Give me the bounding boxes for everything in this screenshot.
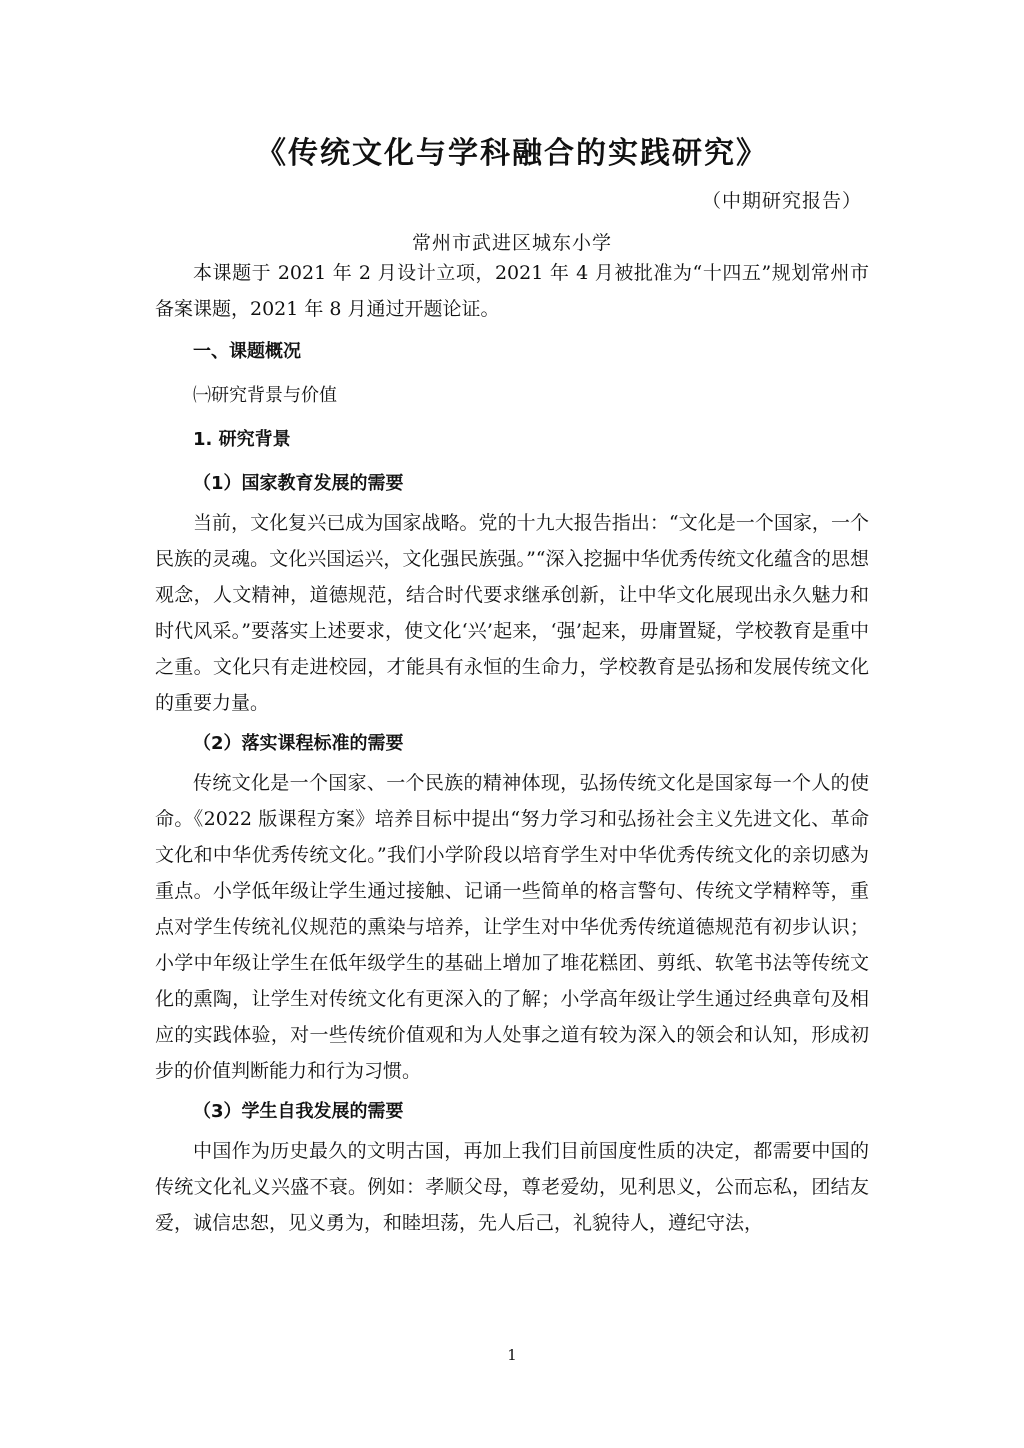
intro-paragraph: 本课题于 2021 年 2 月设计立项，2021 年 4 月被批准为“十四五”规划常州市备案课题，2021 年 8 月通过开题论证。 — [155, 262, 869, 320]
document-title: 《传统文化与学科融合的实践研究》 — [256, 136, 768, 171]
item-heading: 1. 研究背景 — [193, 429, 291, 450]
subsection-heading: ㈠研究背景与价值 — [193, 385, 337, 406]
school-name: 常州市武进区城东小学 — [411, 232, 612, 254]
page-number: 1 — [507, 1346, 517, 1364]
document-subtitle: （中期研究报告） — [701, 190, 862, 212]
point-heading-3: （3）学生自我发展的需要 — [193, 1101, 404, 1122]
point-paragraph-2: 传统文化是一个国家、一个民族的精神体现，弘扬传统文化是国家每一个人的使命。《2022 版课程方案》培养目标中提出“努力学习和弘扬社会主义先进文化、革命文化和中华优秀传统文化。”我们小学阶段以培育学生对中华优秀传统文化的亲切感为重点。小学低年级让学生通过接触、记诵一些简单的格言警句、传统文学精粹等，重点对学生传统礼仪规范的熏染与培养，让学生对中华优秀传统道德规范有初步认识；小学中年级让学生在低年级学生的基础上增加了堆花糕团、剪纸、软笔书法等传统文化的熏陶，让学生对传统文化有更深入的了解；小学高年级让学生通过经典章句及相应的实践体验，对一些传统价值观和为人处事之道有较为深入的领会和认知，形成初步的价值判断能力和行为习惯。 — [155, 772, 869, 1082]
point-heading-2: （2）落实课程标准的需要 — [193, 733, 404, 754]
point-paragraph-1: 当前，文化复兴已成为国家战略。党的十九大报告指出：“文化是一个国家，一个民族的灵魂。文化兴国运兴，文化强民族强。”“深入挖掘中华优秀传统文化蕴含的思想观念，人文精神，道德规范，结合时代要求继承创新，让中华文化展现出永久魅力和时代风采。”要落实上述要求，使文化‘兴’起来，‘强’起来，毋庸置疑，学校教育是重中之重。文化只有走进校园，才能具有永恒的生命力，学校教育是弘扬和发展传统文化的重要力量。 — [155, 512, 869, 714]
point-paragraph-3: 中国作为历史最久的文明古国，再加上我们目前国度性质的决定，都需要中国的传统文化礼义兴盛不衰。例如：孝顺父母，尊老爱幼，见利思义，公而忘私，团结友爱，诚信忠恕，见义勇为，和睦坦荡，先人后己，礼貌待人，遵纪守法， — [155, 1140, 869, 1234]
point-heading-1: （1）国家教育发展的需要 — [193, 473, 404, 494]
section-heading: 一、课题概况 — [193, 341, 301, 362]
document-body — [155, 255, 869, 1241]
